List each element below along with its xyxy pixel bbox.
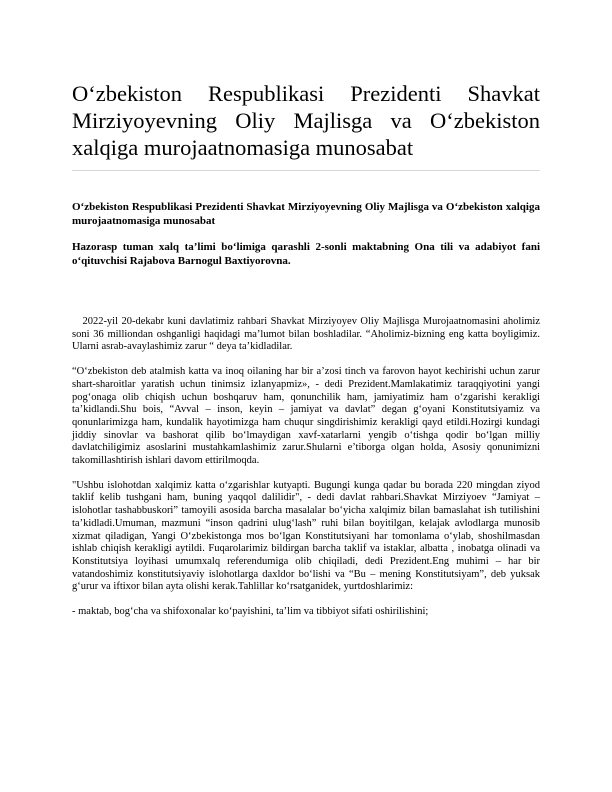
author-line: Hazorasp tuman xalq ta’limi bo‘limiga qarashli 2-sonli maktabning Ona tili va adabiyot fani o‘qituvchisi Rajabova Barnogul Baxtiyorovna.	[72, 241, 540, 267]
paragraph: “O‘zbekiston deb atalmish katta va inoq oilaning har bir a’zosi tinch va farovon hayot kechirishi uchun zarur shart-sharoitlar yaratish uchun tinimsiz izlanyapmiz», - dedi Prezident.Mamlakatimiz taraqqiyotini yangi pog‘onaga olib chiqish uchun boshqaruv ham, qonunchilik ham, jamiyatimiz ham o‘zgarishi kerakligi ta’kidlandi.Shu bois, “Avval – inson, keyin – jamiyat va davlat” degan g‘oyani Konstitutsiyamiz va qonunlarimizga ham, kundalik hayotimizga ham chuqur singdirishimiz kerakligi qayd etildi.Hozirgi kundagi jiddiy sinovlar va bashorat qilib bo‘lmaydigan xavf-xatarlarni yengib o‘tishga qodir bo‘lgan milliy davlatchiligimiz asoslarini mustahkamlashimiz zarur.Shularni e’tiborga olgan holda, Asosiy qonunimizni takomillashtirish ishlari davom ettirilmoqda.	[72, 366, 540, 467]
paragraph: "Ushbu islohotdan xalqimiz katta o‘zgarishlar kutyapti. Bugungi kunga qadar bu borada 220 mingdan ziyod taklif kelib tushgani ham, buning yaqqol dalilidir", - dedi davlat rahbari.Shavkat Mirziyoev “Jamiyat – islohotlar tashabbuskori” tamoyili asosida barcha masalalar bo‘yicha xalqimiz bilan bamaslahat ish tutilishini ta’kidladi.Umuman, mazmuni “inson qadrini ulug‘lash” ruhi bilan boyitilgan, kelajak avlodlarga munosib xizmat qiladigan, Yangi O‘zbekistonga mos bo‘lgan Konstitutsiyani har tomonlama o‘ylab, shoshilmasdan ishlab chiqish kerakligi aytildi. Fuqarolarimiz bildirgan barcha taklif va istaklar, albatta , inobatga olinadi va Konstitutsiya loyihasi umumxalq referendumiga olib chiqiladi, dedi Prezident.Eng muhimi – har bir vatandoshimiz konstitutsiyaviy islohotlarga daxldor bo‘lishi va “Bu – mening Konstitutsiyam”, deb yuksak g‘urur va iftixor bilan ayta olishi kerak.Tahlillar ko‘rsatganidek, yurtdoshlarimiz:	[72, 479, 540, 593]
list-item: - maktab, bog‘cha va shifoxonalar ko‘payishini, ta’lim va tibbiyot sifati oshirilishini;	[72, 606, 429, 618]
article-subtitle: O‘zbekiston Respublikasi Prezidenti Shavkat Mirziyoyevning Oliy Majlisga va O‘zbekiston xalqiga murojaatnomasiga munosabat	[72, 201, 540, 227]
document-title: O‘zbekiston Respublikasi Prezidenti Shavkat Mirziyoyevning Oliy Majlisga va O‘zbekiston xalqiga murojaatnomasiga munosabat	[72, 81, 540, 160]
title-divider	[72, 170, 540, 171]
document-page	[72, 80, 548, 619]
paragraph: 2022-yil 20-dekabr kuni davlatimiz rahbari Shavkat Mirziyoyev Oliy Majlisga Murojaatnomasini aholimiz soni 36 milliondan oshganligi haqidagi ma’lumot bilan boshladilar. “Aholimiz-bizning eng katta boyligimiz. Ularni asrab-avaylashimiz zarur “ deya ta’kidladilar.	[72, 316, 548, 353]
